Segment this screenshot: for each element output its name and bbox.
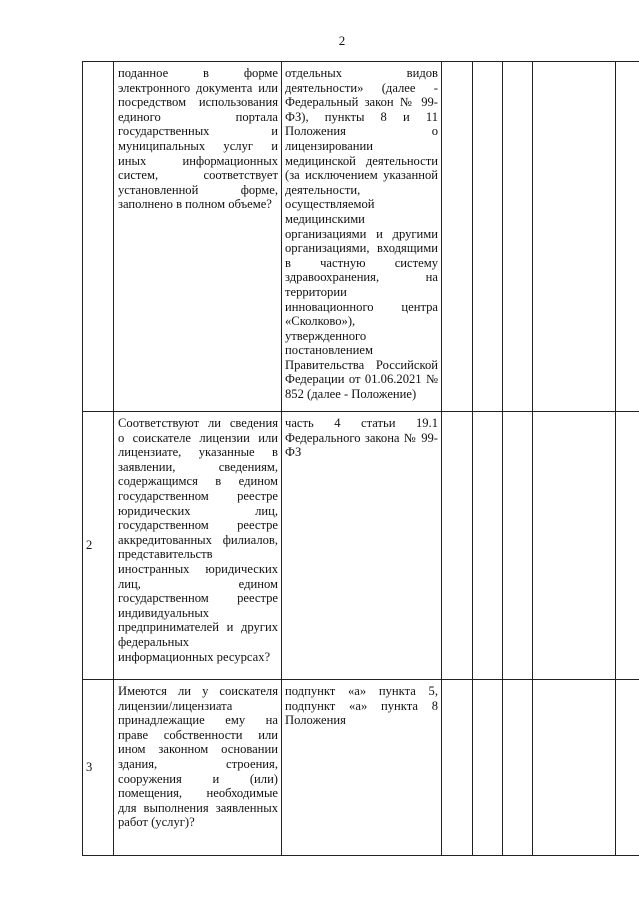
text-line: государственном реестре — [118, 518, 278, 533]
text-line: здравоохранения, на — [285, 270, 438, 285]
text-line: заполнено в полном объеме? — [118, 197, 272, 212]
text-line: установленной форме, — [118, 182, 278, 197]
text-line: государственном реестре — [118, 488, 278, 503]
text-line: деятельности» (далее - — [285, 80, 438, 95]
text-line: помещения, необходимые — [118, 786, 278, 801]
answer-na-cell — [503, 62, 533, 412]
page-number: 2 — [338, 33, 346, 48]
text-line: лицензировании — [285, 138, 373, 153]
text-line: аккредитованных филиалов, — [118, 532, 278, 547]
text-line: организациями и другими — [285, 226, 438, 241]
text-line: Соответствуют ли сведения — [118, 416, 278, 430]
text-line: поданное в форме — [118, 66, 278, 80]
answer-yes-cell — [442, 680, 473, 856]
text-line: отдельных видов — [285, 66, 438, 80]
text-line: иностранных юридических — [118, 561, 278, 576]
text-line: часть 4 статьи 19.1 — [285, 416, 438, 430]
text-line: муниципальных услуг и — [118, 138, 278, 153]
table-row — [83, 412, 639, 680]
table-row — [83, 62, 639, 412]
text-line: представительств — [118, 547, 213, 562]
text-line: ином законном основании — [118, 742, 278, 757]
text-line: содержащимся в едином — [118, 474, 278, 489]
text-line: подпункт «а» пункта 8 — [285, 698, 438, 713]
question-cell — [114, 680, 282, 856]
text-line: государственных и — [118, 124, 278, 139]
notes-cell — [533, 412, 616, 680]
text-line: ФЗ), пункты 8 и 11 — [285, 109, 438, 124]
text-line: посредством использования — [118, 95, 278, 110]
answer-na-cell — [503, 680, 533, 856]
text-line: информационных ресурсах? — [118, 649, 271, 664]
text-line: медицинской деятельности — [285, 153, 438, 168]
text-line: юридических лиц, — [118, 503, 278, 518]
answer-no-cell — [473, 62, 503, 412]
text-line: Положения — [285, 713, 346, 728]
text-line: 852 (далее - Положение) — [285, 387, 417, 402]
text-line: праве собственности или — [118, 727, 278, 742]
text-line: в частную систему — [285, 255, 438, 270]
text-line: лицензиате, указанные в — [118, 445, 278, 460]
text-line: о соискателе лицензии или — [118, 430, 278, 445]
text-line: федеральных — [118, 634, 190, 649]
extra-cell — [616, 412, 639, 680]
reference-cell — [282, 412, 442, 680]
text-line: сооружения и (или) — [118, 771, 278, 786]
text-line: медицинскими — [285, 211, 365, 226]
answer-no-cell — [473, 680, 503, 856]
reference-cell — [282, 680, 442, 856]
text-line: лиц, едином — [118, 576, 278, 591]
extra-cell — [616, 680, 639, 856]
text-line: инновационного центра — [285, 299, 438, 314]
text-line: Федеральный закон № 99- — [285, 95, 438, 110]
text-line: предпринимателей и других — [118, 620, 278, 635]
text-line: постановлением — [285, 343, 373, 358]
text-line: Правительства Российской — [285, 357, 438, 372]
text-line: (за исключением указанной — [285, 168, 438, 183]
notes-cell — [533, 62, 616, 412]
row-number: 2 — [83, 412, 114, 680]
text-line: организациями, входящими — [285, 241, 438, 256]
text-line: лицензии/лицензиата — [118, 698, 233, 713]
text-line: осуществляемой — [285, 197, 375, 212]
answer-yes-cell — [442, 62, 473, 412]
reference-cell — [282, 62, 442, 412]
text-line: утвержденного — [285, 328, 367, 343]
text-line: государственном реестре — [118, 591, 278, 606]
text-line: электронного документа или — [118, 80, 278, 95]
question-cell — [114, 62, 282, 412]
text-line: Положения о — [285, 124, 438, 139]
answer-no-cell — [473, 412, 503, 680]
text-line: Федерации от 01.06.2021 № — [285, 372, 438, 387]
text-line: иных информационных — [118, 153, 278, 168]
text-line: Федерального закона № 99- — [285, 430, 438, 445]
text-line: индивидуальных — [118, 605, 210, 620]
text-line: Имеются ли у соискателя — [118, 684, 278, 698]
text-line: подпункт «а» пункта 5, — [285, 684, 438, 698]
checklist-table — [82, 61, 639, 856]
text-line: заявлении, сведениям, — [118, 459, 278, 474]
text-line: деятельности, — [285, 182, 361, 197]
answer-na-cell — [503, 412, 533, 680]
text-line: «Сколково»), — [285, 314, 356, 329]
extra-cell — [616, 62, 639, 412]
answer-yes-cell — [442, 412, 473, 680]
table-row — [83, 680, 639, 856]
text-line: ФЗ — [285, 445, 302, 460]
text-line: для выполнения заявленных — [118, 800, 278, 815]
text-line: территории — [285, 284, 347, 299]
text-line: систем, соответствует — [118, 168, 278, 183]
row-number — [83, 62, 114, 412]
text-line: здания, строения, — [118, 756, 278, 771]
row-number: 3 — [83, 680, 114, 856]
text-line: работ (услуг)? — [118, 815, 195, 830]
question-cell — [114, 412, 282, 680]
notes-cell — [533, 680, 616, 856]
text-line: принадлежащие ему на — [118, 713, 278, 728]
text-line: единого портала — [118, 109, 278, 124]
